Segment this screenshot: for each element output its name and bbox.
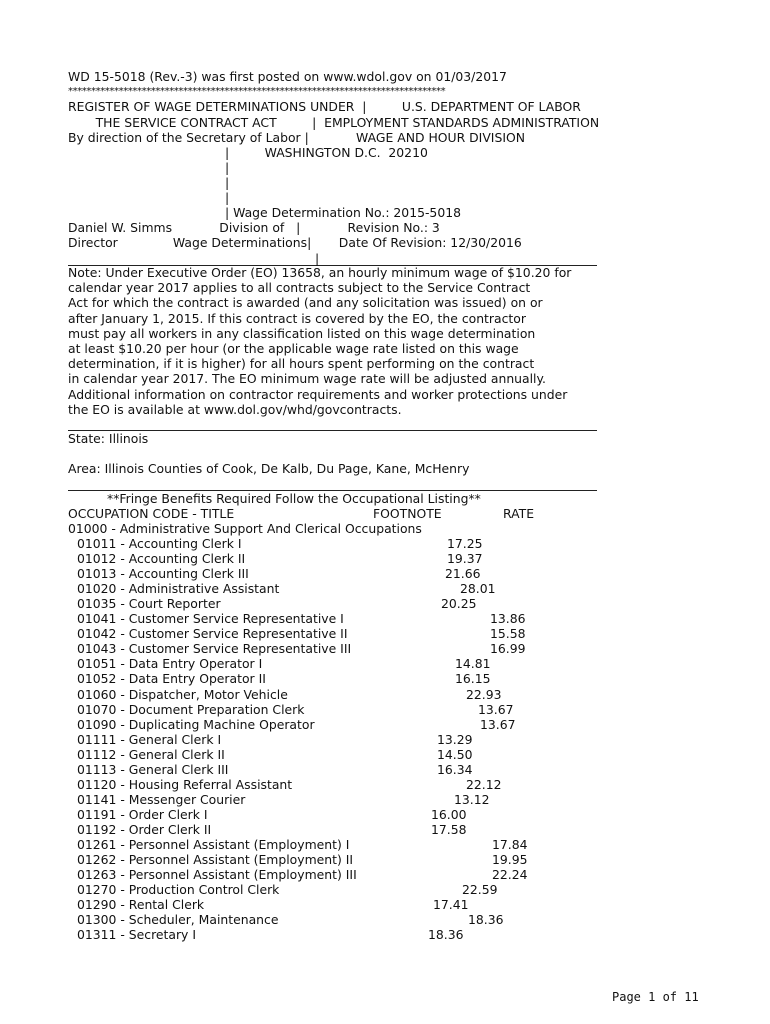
occupation-rate: 16.34 <box>437 761 473 777</box>
state-line: State: Illinois <box>68 431 149 446</box>
group-title: 01000 - Administrative Support And Clerical Occupations <box>68 521 422 536</box>
occupation-rate: 16.15 <box>455 671 491 687</box>
area-line: Area: Illinois Counties of Cook, De Kalb, Du Page, Kane, McHenry <box>68 461 470 476</box>
occupation-rate: 20.25 <box>441 596 477 612</box>
occupation-rate: 19.37 <box>447 551 483 567</box>
note-line: must pay all workers in any classification listed on this wage determination <box>68 325 536 341</box>
register-line: REGISTER OF WAGE DETERMINATIONS UNDER | U.S. DEPARTMENT OF LABOR <box>68 99 581 114</box>
note-line: at least $10.20 per hour (or the applicable wage rate listed on this wage <box>68 341 519 356</box>
occupation-title: 01262 - Personnel Assistant (Employment) II <box>77 852 354 868</box>
occupation-rate: 14.81 <box>455 656 491 672</box>
director-line: Director Wage Determinations| Date Of Revision: 12/30/2016 <box>68 235 522 250</box>
direction-line: By direction of the Secretary of Labor | WAGE AND HOUR DIVISION <box>68 130 526 145</box>
occupation-title: 01070 - Document Preparation Clerk <box>77 701 305 717</box>
occupation-rate: 13.29 <box>437 731 473 747</box>
occupation-rate: 28.01 <box>460 581 496 597</box>
note-line: the EO is available at www.dol.gov/whd/govcontracts. <box>68 401 402 417</box>
occupation-rate: 15.58 <box>490 626 526 642</box>
occupation-title: 01020 - Administrative Assistant <box>77 581 280 597</box>
note-line: Act for which the contract is awarded (and any solicitation was issued) on or <box>68 295 543 311</box>
occupation-rate: 22.24 <box>492 867 528 883</box>
occupation-title: 01012 - Accounting Clerk II <box>77 551 246 567</box>
occupation-rate: 13.67 <box>480 716 516 732</box>
occupation-title: 01060 - Dispatcher, Motor Vehicle <box>77 686 288 702</box>
occupation-rate: 17.41 <box>433 897 469 913</box>
occupation-title: 01261 - Personnel Assistant (Employment) I <box>77 837 350 852</box>
occupation-title: 01141 - Messenger Courier <box>77 791 246 807</box>
note-line: determination, if it is higher) for all hours spent performing on the contract <box>68 356 535 372</box>
occupation-title: 01192 - Order Clerk II <box>77 821 212 837</box>
note-line: Additional information on contractor requirements and worker protections under <box>68 386 568 402</box>
note-line: calendar year 2017 applies to all contracts subject to the Service Contract <box>68 280 531 296</box>
name-line: Daniel W. Simms Division of | Revision No.: 3 <box>68 220 440 235</box>
occupation-rate: 18.36 <box>468 912 504 928</box>
note-line: in calendar year 2017. The EO minimum wage rate will be adjusted annually. <box>68 371 547 387</box>
pipe-2: | <box>225 175 230 190</box>
occupation-title: 01270 - Production Control Clerk <box>77 882 280 898</box>
occupation-rate: 17.25 <box>447 536 483 551</box>
occupation-rate: 22.12 <box>466 776 502 792</box>
pipe-3: | <box>225 190 230 205</box>
note-line: after January 1, 2015. If this contract is covered by the EO, the contractor <box>68 310 526 326</box>
occupation-title: 01041 - Customer Service Representative I <box>77 611 344 627</box>
occupation-rate: 13.67 <box>478 701 514 717</box>
occupation-rate: 16.00 <box>431 806 467 822</box>
occupation-rate: 18.36 <box>428 927 464 943</box>
occupation-title: 01011 - Accounting Clerk I <box>77 536 242 551</box>
occupation-rate: 17.58 <box>431 821 467 837</box>
posted-line: WD 15-5018 (Rev.-3) was first posted on www.wdol.gov on 01/03/2017 <box>68 69 507 84</box>
star-divider: ********************************************************************************** <box>68 86 446 97</box>
occupation-rate: 22.93 <box>466 686 502 702</box>
mid-pipe: | <box>315 251 320 266</box>
occupation-title: 01052 - Data Entry Operator II <box>77 671 266 687</box>
occupation-rate: 13.86 <box>490 611 526 627</box>
pipe-1: | <box>225 160 230 175</box>
occupation-title: 01111 - General Clerk I <box>77 731 222 747</box>
act-line: THE SERVICE CONTRACT ACT | EMPLOYMENT STANDARDS ADMINISTRATION <box>68 115 600 130</box>
occupation-rate: 19.95 <box>492 852 528 868</box>
occupation-title: 01112 - General Clerk II <box>77 746 225 762</box>
occupation-title: 01042 - Customer Service Representative II <box>77 626 348 642</box>
occupation-title: 01191 - Order Clerk I <box>77 806 208 822</box>
fringe-note: **Fringe Benefits Required Follow the Occupational Listing** <box>107 491 481 506</box>
occupation-title: 01043 - Customer Service Representative III <box>77 641 352 657</box>
wd-number-line: | Wage Determination No.: 2015-5018 <box>225 205 461 220</box>
note-line: Note: Under Executive Order (EO) 13658, an hourly minimum wage of $10.20 for <box>68 265 572 280</box>
occupation-title: 01120 - Housing Referral Assistant <box>77 776 293 792</box>
occupation-title: 01090 - Duplicating Machine Operator <box>77 716 315 732</box>
washington-line: | WASHINGTON D.C. 20210 <box>225 145 428 160</box>
occupation-rate: 22.59 <box>462 882 498 898</box>
occupation-title: 01311 - Secretary I <box>77 927 196 943</box>
occupation-rate: 13.12 <box>454 791 490 807</box>
occupation-title: 01051 - Data Entry Operator I <box>77 656 263 672</box>
occupation-rate: 17.84 <box>492 837 528 852</box>
occupation-rate: 16.99 <box>490 641 526 657</box>
occupation-title: 01113 - General Clerk III <box>77 761 229 777</box>
page-number: Page 1 of 11 <box>612 990 699 1004</box>
occupation-rate: 21.66 <box>445 566 481 582</box>
col-rate-header: RATE <box>503 506 535 521</box>
occupation-title: 01263 - Personnel Assistant (Employment) III <box>77 867 357 883</box>
occupation-title: 01300 - Scheduler, Maintenance <box>77 912 279 928</box>
occupation-rate: 14.50 <box>437 746 473 762</box>
occupation-title: 01013 - Accounting Clerk III <box>77 566 249 582</box>
col-occupation-header: OCCUPATION CODE - TITLE <box>68 506 235 521</box>
occupation-title: 01290 - Rental Clerk <box>77 897 205 913</box>
occupation-title: 01035 - Court Reporter <box>77 596 221 612</box>
col-footnote-header: FOOTNOTE <box>373 506 442 521</box>
